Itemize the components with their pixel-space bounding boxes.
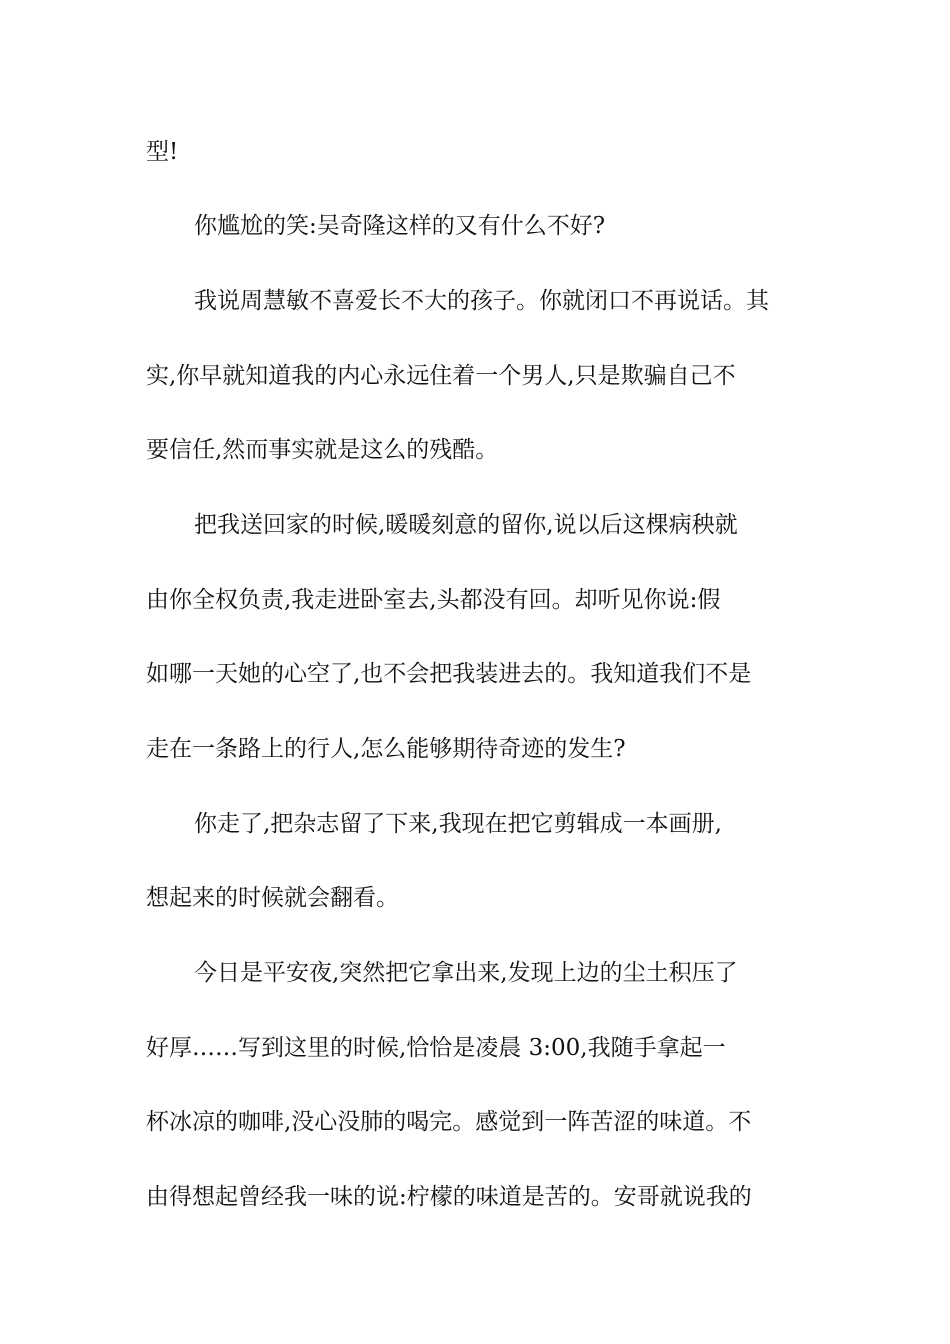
text-line-5: 要信任,然而事实就是这么的残酷。 — [146, 437, 499, 463]
text-line-14: 杯冰凉的咖啡,没心没肺的喝完。感觉到一阵苦涩的味道。不 — [146, 1109, 752, 1135]
text-line-7: 由你全权负责,我走进卧室去,头都没有回。却听见你说:假 — [146, 587, 721, 613]
text-line-2: 你尴尬的笑:吴奇隆这样的又有什么不好? — [194, 213, 606, 239]
text-line-13: 好厚……写到这里的时候,恰恰是凌晨 3:00,我随手拿起一 — [146, 1035, 726, 1061]
text-line-8: 如哪一天她的心空了,也不会把我装进去的。我知道我们不是 — [146, 661, 752, 687]
text-line-10: 你走了,把杂志留了下来,我现在把它剪辑成一本画册, — [194, 811, 722, 837]
text-line-11: 想起来的时候就会翻看。 — [146, 885, 399, 911]
text-line-12: 今日是平安夜,突然把它拿出来,发现上边的尘土积压了 — [194, 960, 738, 986]
text-line-6: 把我送回家的时候,暖暖刻意的留你,说以后这棵病秧就 — [194, 512, 738, 538]
text-line-1: 型! — [146, 139, 179, 165]
text-line-15: 由得想起曾经我一味的说:柠檬的味道是苦的。安哥就说我的 — [146, 1184, 752, 1210]
text-line-3: 我说周慧敏不喜爱长不大的孩子。你就闭口不再说话。其 — [194, 288, 769, 314]
text-line-4: 实,你早就知道我的内心永远住着一个男人,只是欺骗自己不 — [146, 363, 736, 389]
text-line-9: 走在一条路上的行人,怎么能够期待奇迹的发生? — [146, 736, 626, 762]
